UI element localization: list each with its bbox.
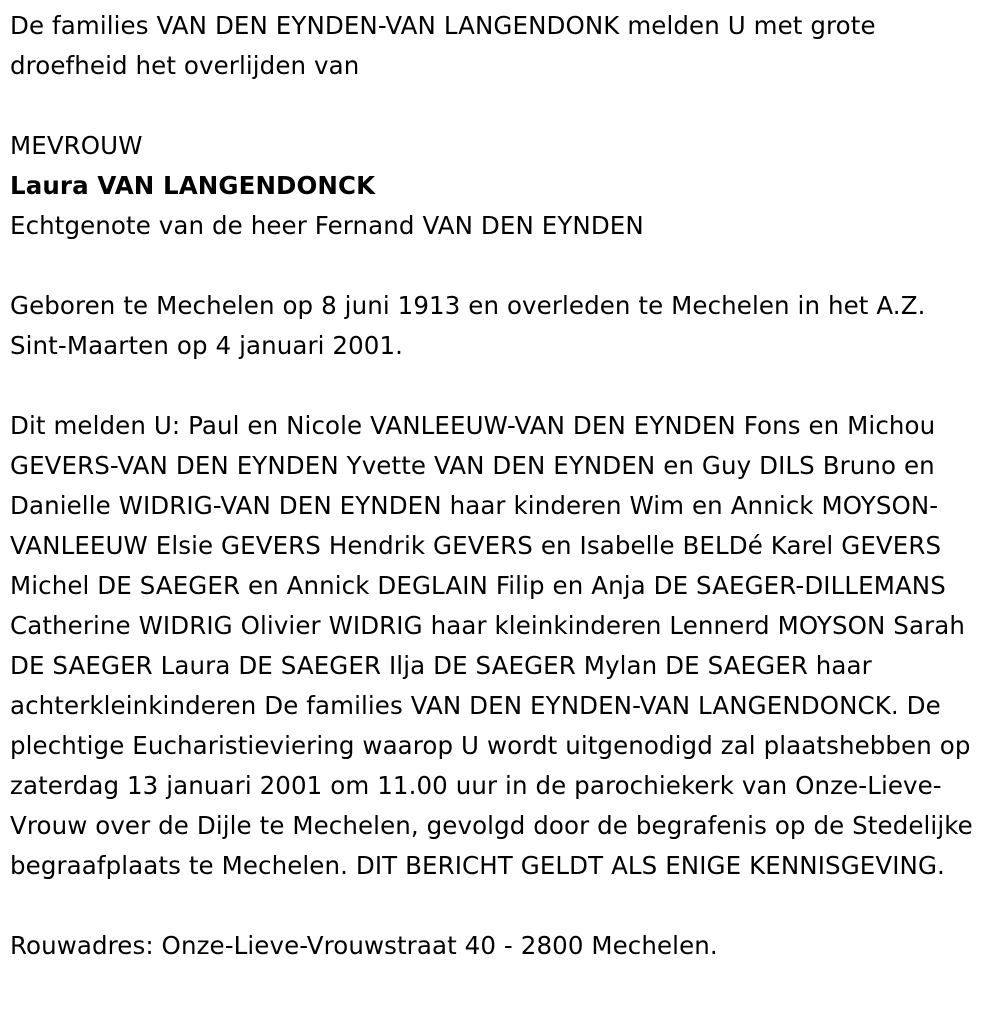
announcement-text: Dit melden U: Paul en Nicole VANLEEUW-VAN DEN EYNDEN Fons en Michou GEVERS-VAN DEN EYNDEN Yvette VAN DEN EYNDEN en Guy DILS Bruno en Danielle WIDRIG-VAN DEN EYNDEN haar kinderen Wim en Annick MOYSON-VANLEEUW Elsie GEVERS Hendrik GEVERS en Isabelle BELDé Karel GEVERS Michel DE SAEGER en Annick DEGLAIN Filip en Anja DE SAEGER-DILLEMANS Catherine WIDRIG Olivier WIDRIG haar kleinkinderen Lennerd MOYSON Sarah DE SAEGER Laura DE SAEGER Ilja DE SAEGER Mylan DE SAEGER haar achterkleinkinderen De families VAN DEN EYNDEN-VAN LANGENDONCK. De plechtige Eucharistieviering waarop U wordt uitgenodigd zal plaatshebben op zaterdag 13 januari 2001 om 11.00 uur in de parochiekerk van Onze-Lieve-Vrouw over de Dijle te Mechelen, gevolgd door de begrafenis op de Stedelijke begraafplaats te Mechelen. DIT BERICHT GELDT ALS ENIGE KENNISGEVING. [10,411,973,880]
address-line: Rouwadres: Onze-Lieve-Vrouwstraat 40 - 2800 Mechelen. [10,931,718,960]
spacer [10,246,990,286]
deceased-name: Laura VAN LANGENDONCK [10,171,376,200]
death-notice [10,6,990,966]
birth-death-text: Geboren te Mechelen op 8 juni 1913 en overleden te Mechelen in het A.Z. Sint-Maarten op 4 januari 2001. [10,291,926,360]
spacer [10,86,990,126]
spacer [10,366,990,406]
intro-text: De families VAN DEN EYNDEN-VAN LANGENDONK melden U met grote droefheid het overlijden van [10,11,876,80]
honorific: MEVROUW [10,131,143,160]
spouse-line: Echtgenote van de heer Fernand VAN DEN EYNDEN [10,211,644,240]
spacer [10,886,990,926]
